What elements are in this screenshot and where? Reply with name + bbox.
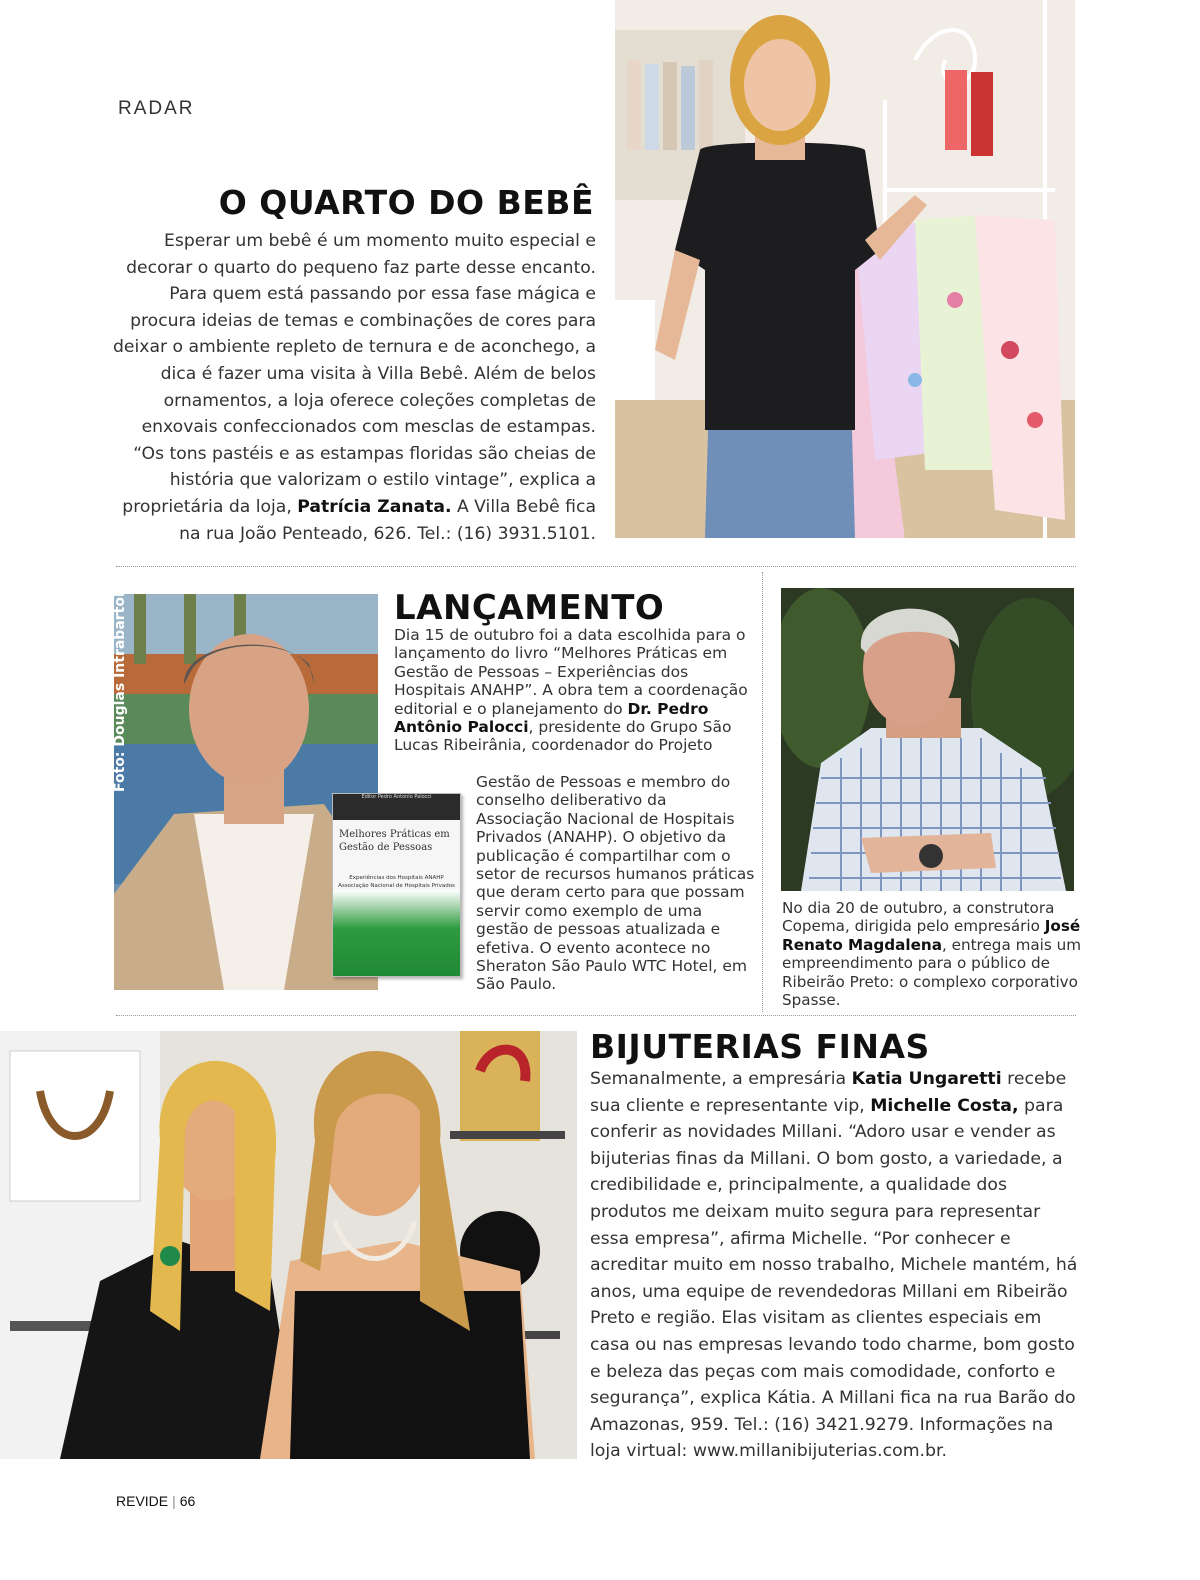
article-title-bijuterias-finas: BIJUTERIAS FINAS [590,1027,930,1066]
body-text: para conferir as novidades Millani. “Adoro usar e vender as bijuterias finas da Millani. O bom gosto, a variedade, a credibilidade e, principalmente, a qualidade dos produtos me deixam muito segura para representar essa empresa”, afirma Michelle. “Por conhecer e acreditar muito em nosso trabalho, Michele mantém, há anos, uma equipe de revendedoras Millani em Ribeirão Preto e região. Elas visitam as clientes especiais em casa ou nas empresas levando todo charme, bom gosto e beleza das peças com mais comodidade, conforto e segurança”, explica Kátia. A Millani fica na rua Barão do Amazonas, 959. Tel.: (16) 3421.9279. Informações na loja virtual: www.millanibijuterias.com.br. [590,1095,1078,1462]
book-subtitle: Experiências dos Hospitais ANAHP Associação Nacional de Hospitais Privados [338,875,455,889]
body-text: Esperar um bebê é um momento muito especial e decorar o quarto do pequeno faz parte desse encanto. Para quem está passando por essa fase mágica e procura ideias de temas e combinações de cores para deixar o ambiente repleto de ternura e de aconchego, a dica é fazer uma visita à Villa Bebê. Além de belos ornamentos, a loja oferece coleções completas de enxovais confeccionados com mesclas de estampas. “Os tons pastéis e as estampas floridas são cheias de história que valorizam o estilo vintage”, explica a proprietária da loja, [113,231,596,517]
businessman-photo [781,588,1074,891]
body-text: , presidente do Grupo São Lucas Ribeirânia, coordenador do Projeto [394,718,732,755]
page-footer [116,1493,195,1509]
book-cover [332,793,461,977]
book-editor-line: Editor Pedro Antonio Palocci [333,794,460,820]
photo-caption-copema [782,899,1082,1009]
section-divider [116,566,1076,567]
body-text: Semanalmente, a empresária [590,1069,852,1089]
person-name: Katia Ungaretti [851,1069,1002,1089]
book-cover-art [333,890,460,976]
footer-separator: | [172,1493,176,1509]
section-label: RADAR [118,98,195,119]
article-body-bijuterias-finas [590,1066,1082,1465]
article-body-lancamento-part1 [394,626,754,755]
article-body-lancamento-part2: Gestão de Pessoas e membro do conselho deliberativo da Associação Nacional de Hospitais Privados (ANAHP). O objetivo da publicação é compartilhar com o setor de recursos humanos práticas que deram certo para que possam servir como exemplo de uma gestão de pessoas atualizada e efetiva. O evento acontece no Sheraton São Paulo WTC Hotel, em São Paulo. [476,773,755,994]
book-title: Melhores Práticas em Gestão de Pessoas [339,829,450,853]
person-name: Michelle Costa, [870,1095,1019,1116]
body-text: Dia 15 de outubro foi a data escolhida para o lançamento do livro “Melhores Práticas em Gestão de Pessoas – Experiências dos Hospitais ANAHP”. A obra tem a coordenação editorial e o planejamento do [394,626,748,718]
caption-text: No dia 20 de outubro, a construtora Copema, dirigida pelo empresário [782,899,1055,936]
body-text: recebe sua cliente e representante vip, [590,1069,1067,1116]
section-divider [116,1015,1076,1016]
photo-credit: Foto: Douglas Intrabartolo [112,582,128,792]
person-name: Dr. Pedro Antônio Palocci [394,699,709,737]
body-text: A Villa Bebê fica na rua João Penteado, 626. Tel.: (16) 3931.5101. [179,496,596,544]
magazine-name: REVIDE [116,1493,169,1509]
person-name: Patrícia Zanata. [297,496,452,517]
jewelry-store-photo [0,1031,577,1459]
caption-text: , entrega mais um empreendimento para o público de Ribeirão Preto: o complexo corporativo Spasse. [782,935,1082,1010]
article-title-quarto-do-bebe: O QUARTO DO BEBÊ [218,183,594,222]
store-owner-photo [615,0,1075,538]
article-title-lancamento: LANÇAMENTO [394,588,665,628]
article-body-quarto-do-bebe [112,228,596,547]
page-number: 66 [179,1493,196,1509]
column-divider [762,572,763,1012]
person-name: José Renato Magdalena [782,917,1081,954]
